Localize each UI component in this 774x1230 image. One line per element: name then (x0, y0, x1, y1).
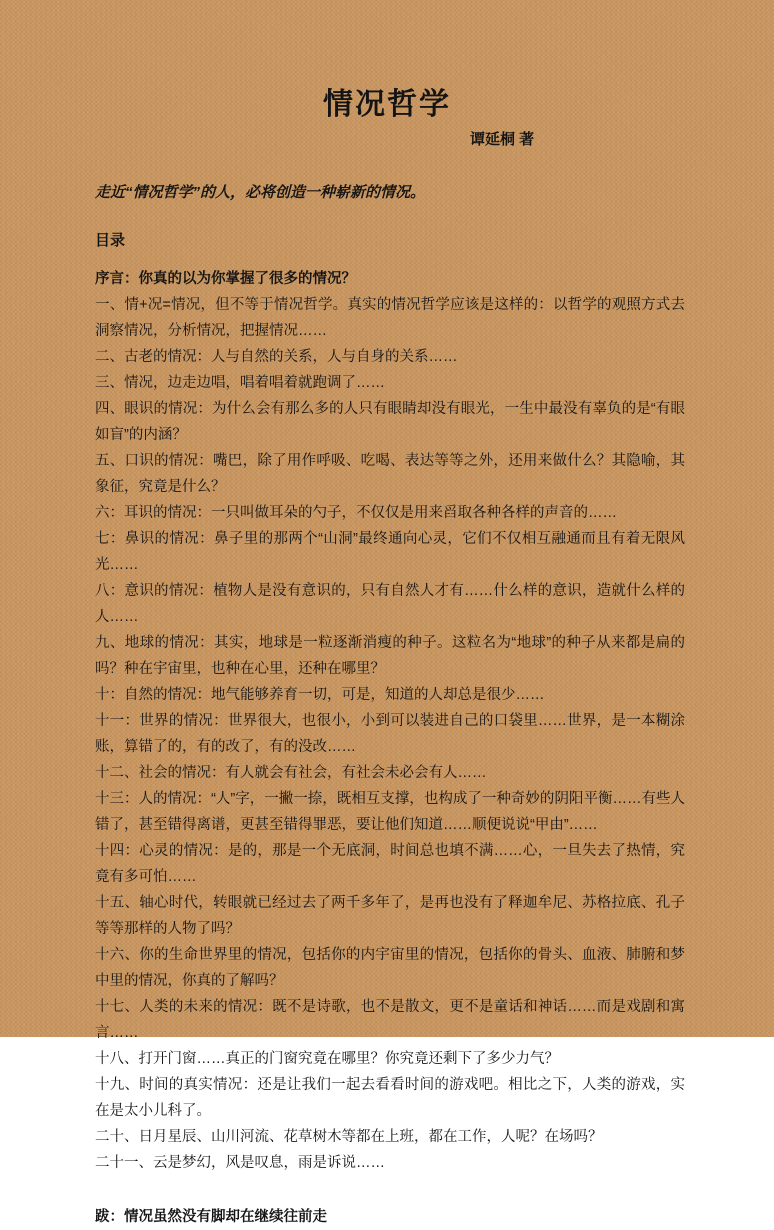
toc-item: 九、地球的情况：其实，地球是一粒逐渐消瘦的种子。这粒名为“地球”的种子从来都是扁的吗？种在宇宙里，也种在心里，还种在哪里？ (95, 635, 685, 677)
toc-preface: 序言：你真的以为你掌握了很多的情况？ (95, 271, 356, 287)
toc-item: 五、口识的情况：嘴巴，除了用作呼吸、吃喝、表达等等之外，还用来做什么？其隐喻，其象征，究竟是什么？ (95, 453, 685, 495)
toc-item: 一、情+况=情况，但不等于情况哲学。真实的情况哲学应该是这样的：以哲学的观照方式去洞察情况，分析情况，把握情况…… (95, 297, 685, 339)
toc-postscript: 跋：情况虽然没有脚却在继续往前走 (95, 1209, 327, 1225)
toc-item: 八：意识的情况：植物人是没有意识的，只有自然人才有……什么样的意识，造就什么样的人…… (95, 583, 685, 625)
toc-item: 十：自然的情况：地气能够养育一切，可是，知道的人却总是很少…… (95, 687, 545, 703)
toc-item: 十一：世界的情况：世界很大，也很小，小到可以装进自己的口袋里……世界，是一本糊涂账，算错了的，有的改了，有的没改…… (95, 713, 685, 755)
toc-item: 十四：心灵的情况：是的，那是一个无底洞，时间总也填不满……心，一旦失去了热情，究竟有多可怕…… (95, 843, 685, 885)
toc-item: 六：耳识的情况：一只叫做耳朵的勺子，不仅仅是用来舀取各种各样的声音的…… (95, 505, 617, 521)
toc-item: 十八、打开门窗……真正的门窗究竟在哪里？你究竟还剩下了多少力气？ (95, 1051, 559, 1067)
toc-item: 二十、日月星辰、山川河流、花草树木等都在上班，都在工作，人呢？在场吗？ (95, 1129, 603, 1145)
toc-item: 十九、时间的真实情况：还是让我们一起去看看时间的游戏吧。相比之下，人类的游戏，实在是太小儿科了。 (95, 1077, 685, 1119)
toc-item: 四、眼识的情况：为什么会有那么多的人只有眼睛却没有眼光，一生中最没有辜负的是“有眼如盲”的内涵？ (95, 401, 685, 443)
toc-section (95, 266, 685, 1230)
toc-item: 十五、轴心时代，转眼就已经过去了两千多年了，是再也没有了释迦牟尼、苏格拉底、孔子等等那样的人物了吗？ (95, 895, 685, 937)
toc-list (95, 292, 685, 1176)
toc-item: 十三：人的情况：“人”字，一撇一捺，既相互支撑，也构成了一种奇妙的阴阳平衡……有些人错了，甚至错得离谱，更甚至错得罪恶，要让他们知道……顺便说说“甲由”…… (95, 791, 685, 833)
toc-item: 二十一、云是梦幻，风是叹息，雨是诉说…… (95, 1155, 385, 1171)
toc-item: 十七、人类的未来的情况：既不是诗歌，也不是散文，更不是童话和神话……而是戏剧和寓言…… (95, 999, 685, 1041)
toc-heading: 目录 (95, 232, 126, 249)
toc-item: 十二、社会的情况：有人就会有社会，有社会未必会有人…… (95, 765, 487, 781)
author-byline: 谭延桐 著 (470, 131, 535, 148)
page-title: 情况哲学 (323, 88, 451, 121)
toc-item: 三、情况，边走边唱，唱着唱着就跑调了…… (95, 375, 385, 391)
toc-item: 二、古老的情况：人与自然的关系，人与自身的关系…… (95, 349, 458, 365)
toc-item: 七：鼻识的情况：鼻子里的那两个“山洞”最终通向心灵，它们不仅相互融通而且有着无限风光…… (95, 531, 685, 573)
epigraph: 走近“情况哲学”的人，必将创造一种崭新的情况。 (95, 184, 426, 201)
toc-item: 十六、你的生命世界里的情况，包括你的内宇宙里的情况，包括你的骨头、血液、肺腑和梦中里的情况，你真的了解吗？ (95, 947, 685, 989)
